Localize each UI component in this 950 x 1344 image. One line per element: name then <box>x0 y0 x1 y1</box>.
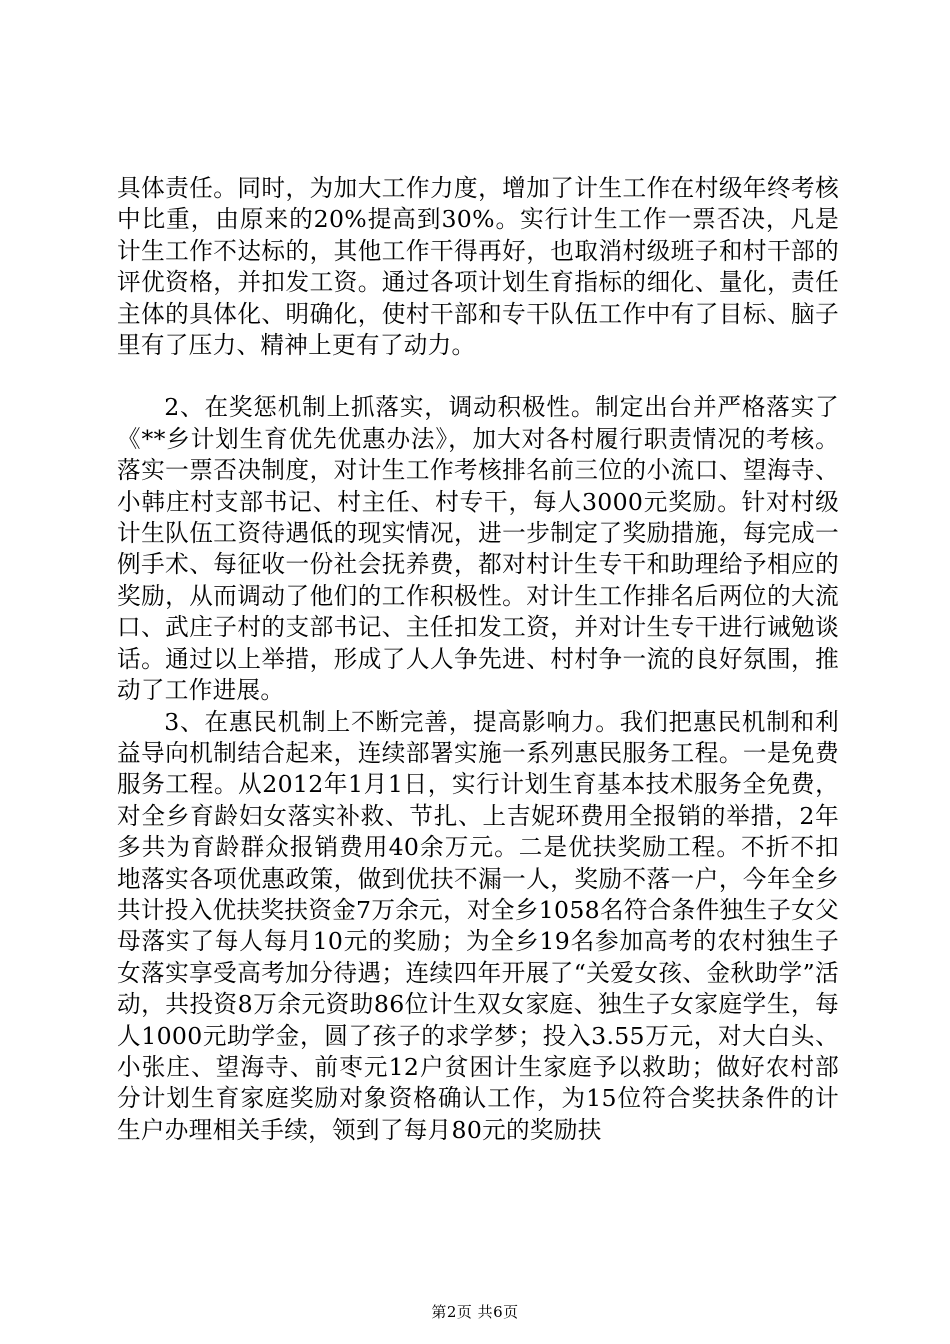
paragraph-rewards-penalties: 2、在奖惩机制上抓落实，调动积极性。制定出台并严格落实了《**乡计划生育优先优惠办法》，加大对各村履行职责情况的考核。落实一票否决制度，对计生工作考核排名前三位的小流口、望海寺、小韩庄村支部书记、村主任、村专干，每人3000元奖励。针对村级计生队伍工资待遇低的现实情况，进一步制定了奖励措施，每完成一例手术、每征收一份社会抚养费，都对村计生专干和助理给予相应的奖励，从而调动了他们的工作积极性。对计生工作排名后两位的大流口、武庄子村的支部书记、主任扣发工资，并对计生专干进行诫勉谈话。通过以上举措，形成了人人争先进、村村争一流的良好氛围，推动了工作进展。 <box>117 393 839 705</box>
paragraph-benefit-mechanism: 3、在惠民机制上不断完善，提高影响力。我们把惠民机制和利益导向机制结合起来，连续部署实施一系列惠民服务工程。一是免费服务工程。从2012年1月1日，实行计划生育基本技术服务全免费，对全乡育龄妇女落实补救、节扎、上吉妮环费用全报销的举措，2年多共为育龄群众报销费用40余万元。二是优扶奖励工程。不折不扣地落实各项优惠政策，做到优扶不漏一人，奖励不落一户，今年全乡共计投入优扶奖扶资金7万余元，对全乡1058名符合条件独生子女父母落实了每人每月10元的奖励；为全乡19名参加高考的农村独生子女落实享受高考加分待遇；连续四年开展了“关爱女孩、金秋助学”活动，共投资8万余元资助86位计生双女家庭、独生子女家庭学生，每人1000元助学金，圆了孩子的求学梦；投入3.55万元，对大白头、小张庄、望海寺、前枣元12户贫困计生家庭予以救助；做好农村部分计划生育家庭奖励对象资格确认工作，为15位符合奖扶条件的计生户办理相关手续，领到了每月80元的奖励扶 <box>117 707 839 1144</box>
document-body <box>117 173 839 1146</box>
paragraph-responsibility: 具体责任。同时，为加大工作力度，增加了计生工作在村级年终考核中比重，由原来的20%提高到30%。实行计生工作一票否决，凡是计生工作不达标的，其他工作干得再好，也取消村级班子和村干部的评优资格，并扣发工资。通过各项计划生育指标的细化、量化，责任主体的具体化、明确化，使村干部和专干队伍工作中有了目标、脑子里有了压力、精神上更有了动力。 <box>117 174 839 360</box>
paragraph-gap <box>117 361 839 392</box>
page-footer: 第2页 共6页 <box>431 1303 519 1321</box>
